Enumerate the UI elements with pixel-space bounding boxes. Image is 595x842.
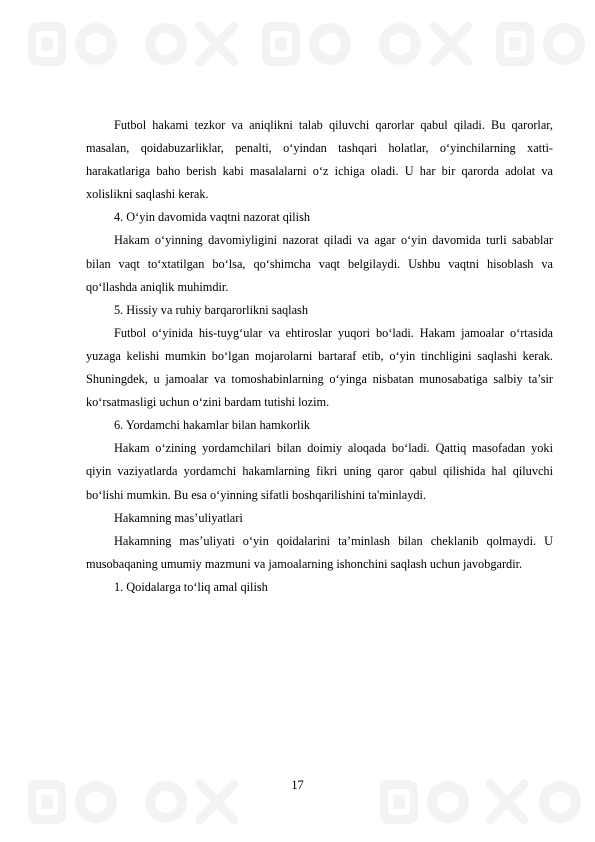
paragraph-referee-decisions: Futbol hakami tezkor va aniqlikni talab qiluvchi qarorlar qabul qiladi. Bu qarorlar, masalan, qoidabuzarliklar, penalti, o‘yindan tashqari holatlar, o‘yinchilarning xatti-harakatlariga baho berish kabi masalalarni o‘z ichiga oladi. U har bir qarorda adolat va xolislikni saqlashi kerak.: [86, 118, 553, 202]
heading-referee-responsibilities: Hakamning mas’uliyatlari: [114, 510, 243, 525]
heading-follow-rules: 1. Qoidalarga to‘liq amal qilish: [114, 579, 268, 594]
paragraph-time-control: Hakam o‘yinning davomiyligini nazorat qiladi va agar o‘yin davomida turli sabablar bilan vaqt to‘xtatilgan bo‘lsa, qo‘shimcha vaqt belgilaydi. Ushbu vaqtni hisoblash va qo‘llashda aniqlik muhimdir.: [86, 233, 553, 294]
heading-assistant-referees: 6. Yordamchi hakamlar bilan hamkorlik: [114, 418, 311, 433]
heading-emotional-stability: 5. Hissiy va ruhiy barqarorlikni saqlash: [114, 302, 308, 317]
document-body: [86, 114, 553, 599]
paragraph-emotional-stability: Futbol o‘yinida his-tuyg‘ular va ehtiroslar yuqori bo‘ladi. Hakam jamoalar o‘rtasida yuzaga kelishi mumkin bo‘lgan mojarolarni bartaraf etib, o‘yin tinchligini saqlashi kerak. Shuningdek, u jamoalar va tomoshabinlarning o‘yinga nisbatan munosabatiga salbiy ta’sir ko‘rsatmasligi uchun o‘zini bardam tutishi lozim.: [86, 325, 553, 410]
paragraph-assistant-referees: Hakam o‘zining yordamchilari bilan doimiy aloqada bo‘ladi. Qattiq masofadan yoki qiyin vaziyatlarda yordamchi hakamlarning fikri uning qaror qabul qilishida hal qiluvchi bo‘lishi mumkin. Bu esa o‘yinning sifatli boshqarilishini ta'minlaydi.: [86, 441, 553, 502]
paragraph-referee-responsibilities: Hakamning mas’uliyati o‘yin qoidalarini ta’minlash bilan cheklanib qolmaydi. U musobaqaning umumiy mazmuni va jamoalarning ishonchini saqlash uchun javobgardir.: [86, 533, 553, 571]
page-number: 17: [291, 778, 304, 792]
heading-time-control: 4. O‘yin davomida vaqtni nazorat qilish: [114, 210, 311, 225]
